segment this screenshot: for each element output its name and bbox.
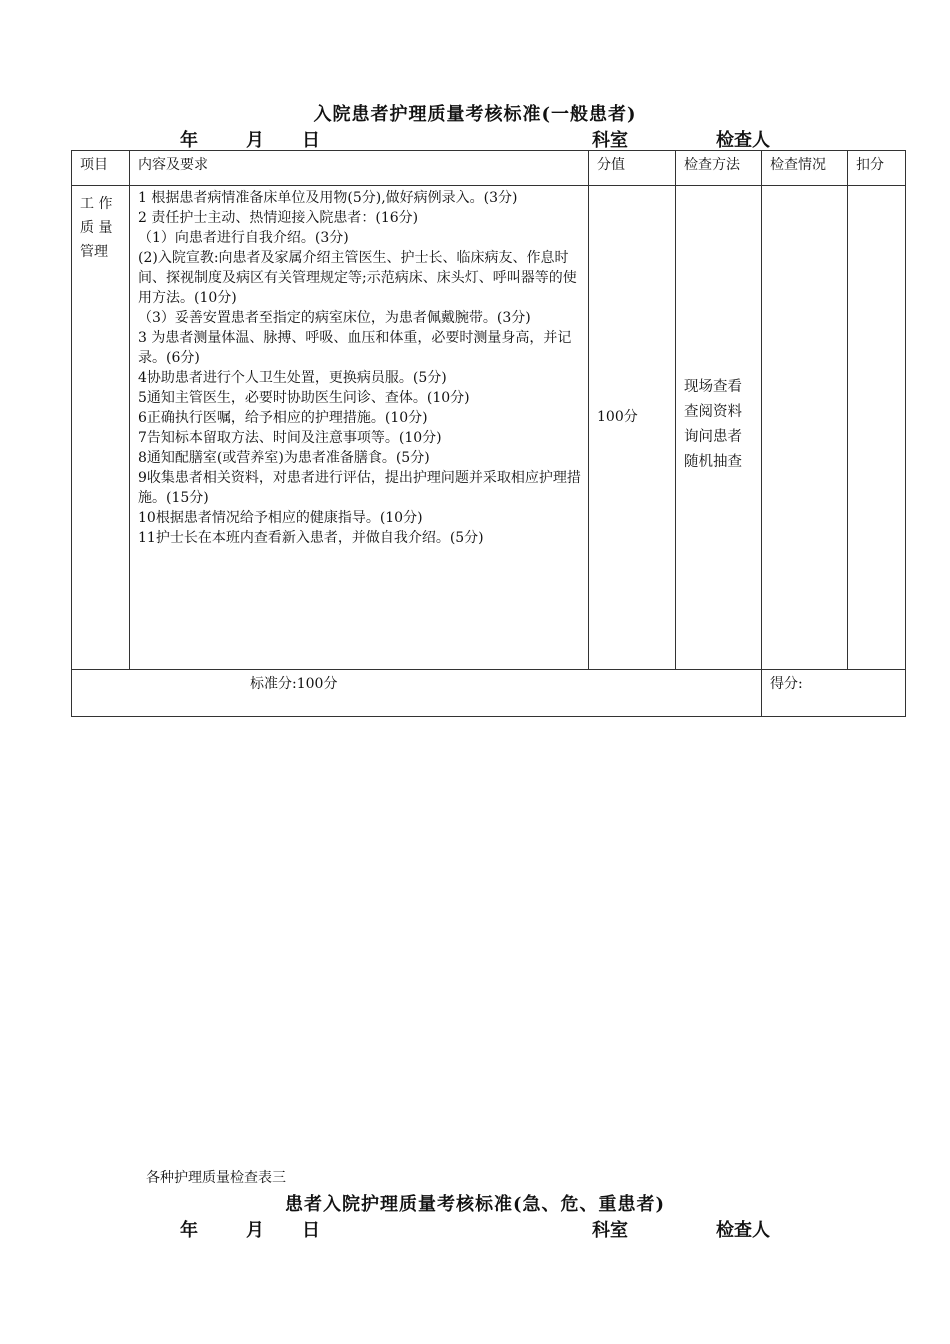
list-item: 10根据患者情况给予相应的健康指导。(10分) <box>138 510 423 526</box>
header-score: 分值 <box>589 151 676 186</box>
form1-day: 日 <box>302 130 320 151</box>
list-item: 1 根据患者病情准备床单位及用物(5分),做好病例录入。(3分) <box>138 190 518 206</box>
header-project: 项目 <box>72 151 130 186</box>
list-item: （3）妥善安置患者至指定的病室床位，为患者佩戴腕带。(3分) <box>138 310 531 326</box>
form1-dept: 科室 <box>592 130 628 151</box>
form1-year: 年 <box>180 130 198 151</box>
score-value: 100分 <box>597 408 638 425</box>
form2-year: 年 <box>180 1220 198 1241</box>
list-item: 3 为患者测量体温、脉搏、呼吸、血压和体重，必要时测量身高，并记录。(6分) <box>138 330 572 366</box>
list-item: (2)入院宣教:向患者及家属介绍主管医生、护士长、临床病友、作息时间、探视制度及病区有关管理规定等;示范病床、床头灯、呼叫器等的使用方法。(10分) <box>138 250 577 306</box>
assessment-table <box>71 150 906 717</box>
list-item: 11护士长在本班内查看新入患者，并做自我介绍。(5分) <box>138 530 484 546</box>
project-line: 质 量 <box>80 220 113 236</box>
project-line: 工 作 <box>80 196 113 212</box>
method-line: 询问患者 <box>684 428 742 445</box>
list-item: 2 责任护士主动、热情迎接入院患者：(16分) <box>138 210 419 226</box>
form2-title: 患者入院护理质量考核标准(急、危、重患者) <box>284 1194 666 1215</box>
header-deduction: 扣分 <box>848 151 906 186</box>
list-item: 5通知主管医生，必要时协助医生问诊、查体。(10分) <box>138 390 470 406</box>
standard-score: 标准分:100分 <box>72 670 762 717</box>
method-line: 随机抽查 <box>684 453 742 470</box>
header-content: 内容及要求 <box>130 151 589 186</box>
form2-label: 各种护理质量检查表三 <box>146 1170 286 1186</box>
form1-title: 入院患者护理质量考核标准(一般患者) <box>313 104 637 125</box>
header-status: 检查情况 <box>762 151 848 186</box>
form1-inspector: 检查人 <box>716 130 770 151</box>
list-item: 8通知配膳室(或营养室)为患者准备膳食。(5分) <box>138 450 430 466</box>
list-item: 9收集患者相关资料，对患者进行评估，提出护理问题并采取相应护理措施。(15分) <box>138 470 581 506</box>
form2-day: 日 <box>302 1220 320 1241</box>
got-score: 得分: <box>762 670 906 717</box>
form2-inspector: 检查人 <box>716 1220 770 1241</box>
table-header-row <box>72 151 906 186</box>
header-method: 检查方法 <box>676 151 762 186</box>
form1-month: 月 <box>246 130 264 151</box>
list-item: （1）向患者进行自我介绍。(3分) <box>138 230 349 246</box>
project-line: 管理 <box>80 244 108 260</box>
list-item: 6正确执行医嘱，给予相应的护理措施。(10分) <box>138 410 428 426</box>
form2-dept: 科室 <box>592 1220 628 1241</box>
content-cell <box>130 186 589 670</box>
method-cell <box>676 186 762 670</box>
table-footer-row <box>72 670 906 717</box>
deduction-cell <box>848 186 906 670</box>
method-line: 现场查看 <box>684 378 742 395</box>
form2-month: 月 <box>246 1220 264 1241</box>
score-cell <box>589 186 676 670</box>
list-item: 7告知标本留取方法、时间及注意事项等。(10分) <box>138 430 442 446</box>
status-cell <box>762 186 848 670</box>
project-cell <box>72 186 130 670</box>
list-item: 4协助患者进行个人卫生处置，更换病员服。(5分) <box>138 370 447 386</box>
method-line: 查阅资料 <box>684 403 742 420</box>
table-row <box>72 186 906 670</box>
